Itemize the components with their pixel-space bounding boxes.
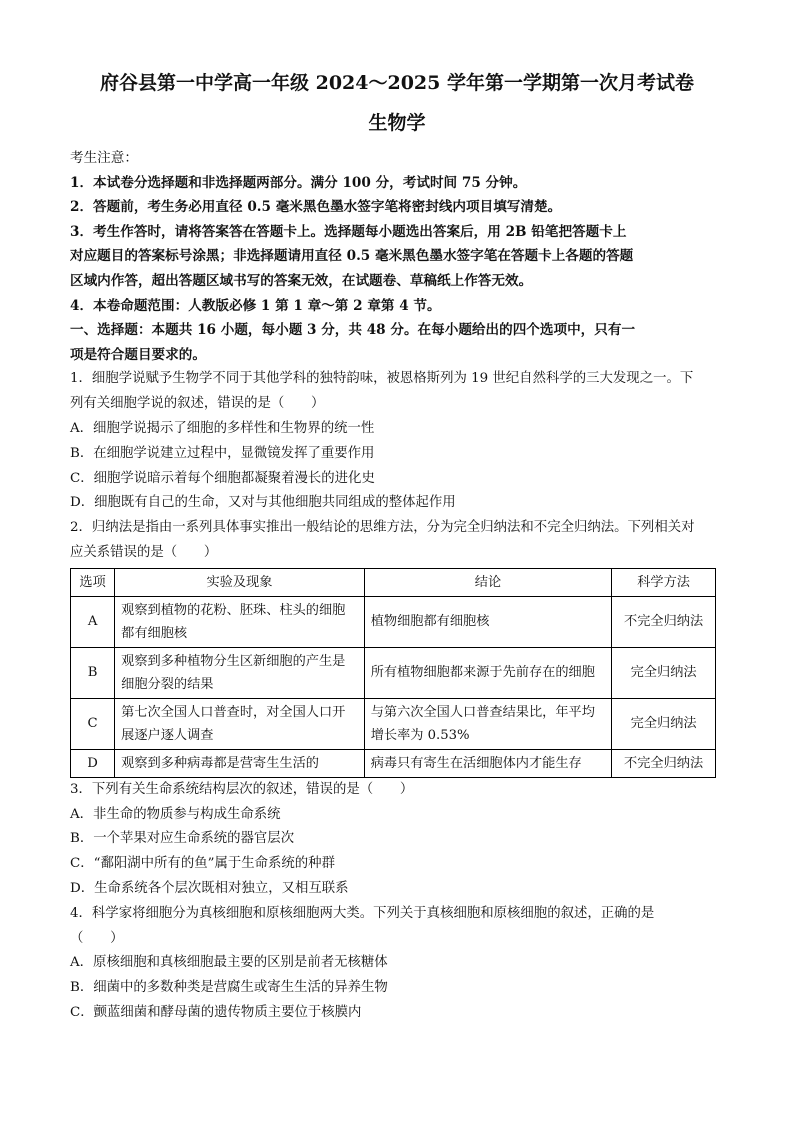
- notice-heading: 考生注意：: [70, 150, 138, 166]
- th-method: 科学方法: [612, 568, 716, 596]
- q4-option-a: A．原核细胞和真核细胞最主要的区别是前者无核糖体: [70, 955, 388, 971]
- table-row: [71, 749, 716, 777]
- cell-method: 完全归纳法: [612, 698, 716, 749]
- cell-experiment: 观察到多种病毒都是营寄生生活的: [115, 749, 365, 777]
- table-row: [71, 698, 716, 749]
- q3-stem: 3．下列有关生命系统结构层次的叙述，错误的是（ ）: [70, 781, 414, 797]
- cell-method: 不完全归纳法: [612, 596, 716, 647]
- q2-table: [70, 568, 716, 778]
- cell-conclusion: 与第六次全国人口普查结果比，年平均增长率为 0.53%: [364, 698, 612, 749]
- table-row: [71, 596, 716, 647]
- section1-heading-cont: 项是符合题目要求的。: [70, 346, 206, 363]
- q1-option-c: C．细胞学说暗示着每个细胞都凝聚着漫长的进化史: [70, 470, 375, 486]
- exam-subject: 生物学: [368, 112, 426, 134]
- th-experiment: 实验及现象: [115, 568, 365, 596]
- notice-item-2: 2．答题前，考生务必用直径 0.5 毫米黑色墨水签字笔将密封线内项目填写清楚。: [70, 199, 562, 216]
- cell-option: A: [71, 596, 115, 647]
- cell-experiment: 观察到多种植物分生区新细胞的产生是细胞分裂的结果: [115, 647, 365, 698]
- q3-option-c: C．“鄱阳湖中所有的鱼”属于生命系统的种群: [70, 856, 335, 872]
- cell-experiment: 观察到植物的花粉、胚珠、柱头的细胞都有细胞核: [115, 596, 365, 647]
- q1-option-d: D．细胞既有自己的生命，又对与其他细胞共同组成的整体起作用: [70, 495, 456, 511]
- th-option: 选项: [71, 568, 115, 596]
- cell-method: 不完全归纳法: [612, 749, 716, 777]
- cell-conclusion: 植物细胞都有细胞核: [364, 596, 612, 647]
- q1-option-b: B．在细胞学说建立过程中，显微镜发挥了重要作用: [70, 445, 375, 461]
- table-row: [71, 647, 716, 698]
- q3-option-d: D．生命系统各个层次既相对独立，又相互联系: [70, 880, 349, 896]
- cell-method: 完全归纳法: [612, 647, 716, 698]
- cell-conclusion: 病毒只有寄生在活细胞体内才能生存: [364, 749, 612, 777]
- notice-item-1: 1．本试卷分选择题和非选择题两部分。满分 100 分，考试时间 75 分钟。: [70, 174, 527, 191]
- q1-option-a: A．细胞学说揭示了细胞的多样性和生物界的统一性: [70, 420, 375, 436]
- notice-item-3-cont-1: 对应题目的答案标号涂黑；非选择题请用直径 0.5 毫米黑色墨水签字笔在答题卡上各题的答题: [70, 248, 634, 265]
- cell-conclusion: 所有植物细胞都来源于先前存在的细胞: [364, 647, 612, 698]
- notice-item-3: 3．考生作答时，请将答案答在答题卡上。选择题每小题选出答案后，用 2B 铅笔把答题卡上: [70, 223, 627, 240]
- exam-title: 府谷县第一中学高一年级 2024～2025 学年第一学期第一次月考试卷: [100, 72, 694, 94]
- q4-option-b: B．细菌中的多数种类是营腐生或寄生生活的异养生物: [70, 980, 388, 996]
- section1-heading: 一、选择题：本题共 16 小题，每小题 3 分，共 48 分。在每小题给出的四个选项中，只有一: [70, 322, 636, 339]
- q3-option-a: A．非生命的物质参与构成生命系统: [70, 806, 281, 822]
- cell-experiment: 第七次全国人口普查时，对全国人口开展逐户逐人调查: [115, 698, 365, 749]
- q4-stem-cont: （ ）: [70, 930, 124, 946]
- cell-option: B: [71, 647, 115, 698]
- q1-stem: 1．细胞学说赋予生物学不同于其他学科的独特韵味，被恩格斯列为 19 世纪自然科学的三大发现之一。下: [70, 371, 694, 387]
- q4-stem: 4．科学家将细胞分为真核细胞和原核细胞两大类。下列关于真核细胞和原核细胞的叙述，正确的是: [70, 905, 655, 921]
- notice-item-3-cont-2: 区域内作答，超出答题区域书写的答案无效，在试题卷、草稿纸上作答无效。: [70, 272, 533, 289]
- q1-stem-cont: 列有关细胞学说的叙述，错误的是（ ）: [70, 396, 325, 412]
- th-conclusion: 结论: [364, 568, 612, 596]
- cell-option: C: [71, 698, 115, 749]
- cell-option: D: [71, 749, 115, 777]
- q4-option-c: C．颤蓝细菌和酵母菌的遗传物质主要位于核膜内: [70, 1004, 362, 1020]
- q2-stem-cont: 应关系错误的是（ ）: [70, 544, 218, 560]
- q2-stem: 2．归纳法是指由一系列具体事实推出一般结论的思维方法，分为完全归纳法和不完全归纳法。下列相关对: [70, 520, 695, 536]
- notice-item-4: 4．本卷命题范围：人教版必修 1 第 1 章～第 2 章第 4 节。: [70, 297, 441, 314]
- q3-option-b: B．一个苹果对应生命系统的器官层次: [70, 831, 295, 847]
- table-header-row: [71, 568, 716, 596]
